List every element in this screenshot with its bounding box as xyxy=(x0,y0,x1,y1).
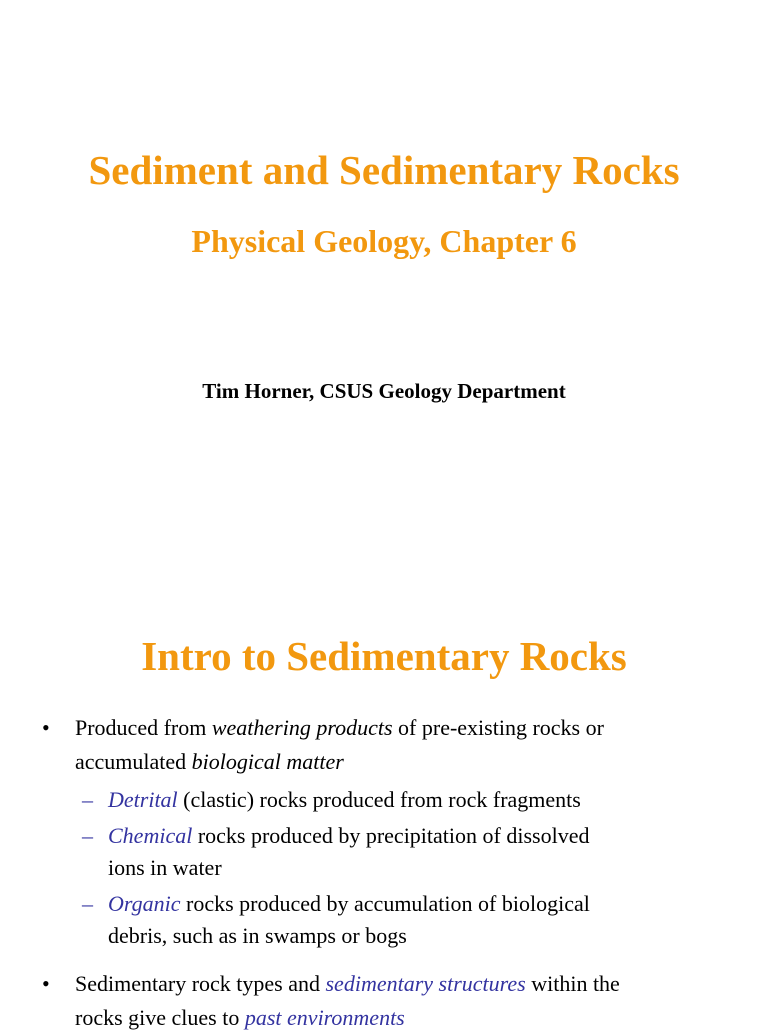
dash-icon: – xyxy=(82,823,93,848)
section-title: Intro to Sedimentary Rocks xyxy=(141,633,627,679)
bullet-icon: • xyxy=(42,971,50,996)
dash-icon: – xyxy=(82,787,93,812)
sub-bullet-organic xyxy=(82,888,708,952)
bullet-line: ions in water xyxy=(108,855,222,880)
keyword: Chemical xyxy=(108,823,193,848)
keyword: weathering products xyxy=(211,715,393,740)
bullet-icon: • xyxy=(42,715,50,740)
sub-bullet-detrital xyxy=(82,784,708,816)
bullet-line: rocks give clues to past environments xyxy=(75,1005,405,1030)
author-line: Tim Horner, CSUS Geology Department xyxy=(202,379,566,403)
bullet-line: Produced from weathering products of pre-existing rocks or xyxy=(75,715,604,740)
dash-icon: – xyxy=(82,891,93,916)
slide-subtitle: Physical Geology, Chapter 6 xyxy=(191,223,577,259)
bullet-line: Sedimentary rock types and sedimentary structures within the xyxy=(75,971,620,996)
bullet-line: Organic rocks produced by accumulation of biological xyxy=(108,891,590,916)
bullet-line: Chemical rocks produced by precipitation of dissolved xyxy=(108,823,590,848)
bullet-item-clues xyxy=(42,967,715,1035)
sub-bullet-chemical xyxy=(82,820,708,884)
keyword: biological matter xyxy=(191,749,344,774)
keyword: past environments xyxy=(244,1005,405,1030)
bullet-line: accumulated biological matter xyxy=(75,749,344,774)
bullet-line: Detrital (clastic) rocks produced from rock fragments xyxy=(108,787,581,812)
keyword: Detrital xyxy=(108,787,178,812)
keyword: Organic xyxy=(108,891,181,916)
keyword: sedimentary structures xyxy=(325,971,526,996)
bullet-line: debris, such as in swamps or bogs xyxy=(108,923,407,948)
bullet-item-produced xyxy=(42,711,715,779)
slide-title: Sediment and Sedimentary Rocks xyxy=(88,147,680,193)
